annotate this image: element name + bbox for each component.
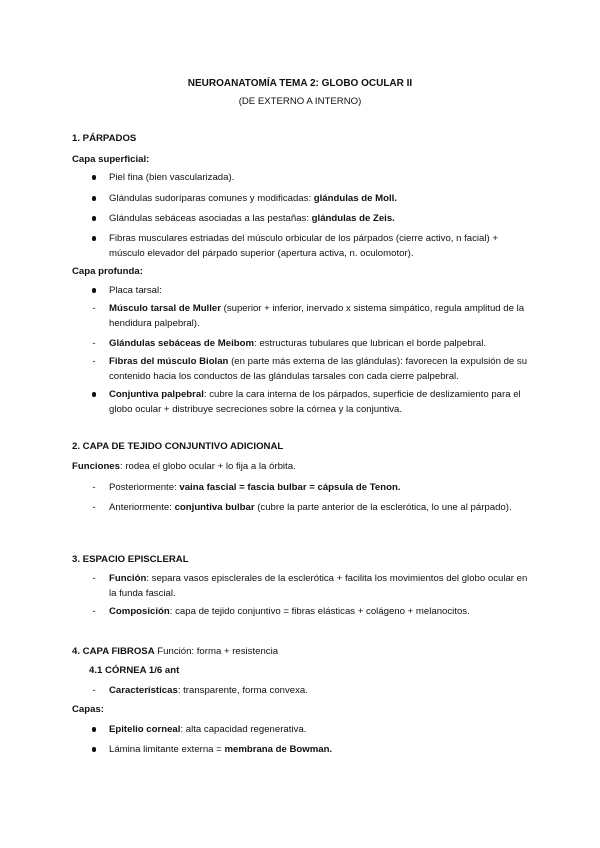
capa-profunda-label: Capa profunda: bbox=[72, 266, 143, 277]
section-4-heading: 4. CAPA FIBROSA Función: forma + resistencia bbox=[72, 646, 279, 657]
list-item: Anteriormente: conjuntiva bulbar (cubre la parte anterior de la esclerótica, lo une al párpado). bbox=[109, 502, 512, 513]
bullet-icon bbox=[89, 284, 99, 299]
dash-icon: - bbox=[92, 606, 96, 617]
dash-icon: - bbox=[92, 482, 96, 493]
section-3-heading: 3. ESPACIO EPISCLERAL bbox=[72, 554, 189, 565]
bullet-icon bbox=[89, 723, 99, 738]
list-item: Fibras del músculo Biolan (en parte más externa de las glándulas): favorecen la expulsión de su contenido hacia los conductos de las glándulas tarsales con cada cierre palpebral. bbox=[109, 356, 528, 382]
bullet-icon bbox=[89, 192, 99, 207]
dash-icon: - bbox=[92, 502, 96, 513]
dash-icon: - bbox=[92, 573, 96, 584]
list-item: Conjuntiva palpebral: cubre la cara interna de los párpados, superficie de deslizamiento para el globo ocular + distribuye secreciones sobre la córnea y la conjuntiva. bbox=[109, 389, 521, 415]
section-2-heading: 2. CAPA DE TEJIDO CONJUNTIVO ADICIONAL bbox=[72, 441, 284, 452]
list-item: Función: separa vasos episclerales de la esclerótica + facilita los movimientos del globo ocular en la funda fascial. bbox=[109, 573, 528, 599]
dash-icon: - bbox=[92, 303, 96, 314]
dash-icon: - bbox=[92, 338, 96, 349]
list-item: Músculo tarsal de Muller (superior + inferior, inervado x sistema simpático, regula amplitud de la hendidura palpebral). bbox=[109, 303, 525, 329]
list-item: Lámina limitante externa = membrana de Bowman. bbox=[109, 744, 333, 755]
list-item: Epitelio corneal: alta capacidad regenerativa. bbox=[109, 724, 307, 735]
subsection-4-1-heading: 4.1 CÓRNEA 1/6 ant bbox=[89, 665, 180, 676]
bullet-icon bbox=[89, 743, 99, 758]
bullet-icon bbox=[89, 232, 99, 247]
list-item: Glándulas sebáceas de Meibom: estructuras tubulares que lubrican el borde palpebral. bbox=[109, 338, 487, 349]
bullet-icon bbox=[89, 171, 99, 186]
document-title: NEUROANATOMÍA TEMA 2: GLOBO OCULAR II bbox=[187, 78, 413, 89]
section-1-heading: 1. PÁRPADOS bbox=[72, 133, 137, 144]
capa-superficial-label: Capa superficial: bbox=[72, 154, 150, 165]
list-item: Glándulas sebáceas asociadas a las pestañas: glándulas de Zeis. bbox=[109, 213, 395, 224]
capas-label: Capas: bbox=[72, 704, 104, 715]
list-item: Glándulas sudoríparas comunes y modificadas: glándulas de Moll. bbox=[109, 193, 397, 204]
list-item: Piel fina (bien vascularizada). bbox=[109, 172, 235, 183]
funciones-line: Funciones: rodea el globo ocular + lo fija a la órbita. bbox=[72, 461, 296, 472]
bullet-icon bbox=[89, 388, 99, 403]
list-item: Composición: capa de tejido conjuntivo = fibras elásticas + colágeno + melanocitos. bbox=[109, 606, 470, 617]
dash-icon: - bbox=[92, 685, 96, 696]
list-item: Placa tarsal: bbox=[109, 285, 162, 296]
list-item: Posteriormente: vaina fascial = fascia bulbar = cápsula de Tenon. bbox=[109, 482, 401, 493]
bullet-icon bbox=[89, 212, 99, 227]
list-item: Fibras musculares estriadas del músculo orbicular de los párpados (cierre activo, n facial) + músculo elevador del párpado superior (apertura activa, n. oculomotor). bbox=[109, 233, 498, 259]
list-item: Características: transparente, forma convexa. bbox=[109, 685, 308, 696]
document-subtitle: (DE EXTERNO A INTERNO) bbox=[238, 96, 362, 107]
dash-icon: - bbox=[92, 356, 96, 367]
